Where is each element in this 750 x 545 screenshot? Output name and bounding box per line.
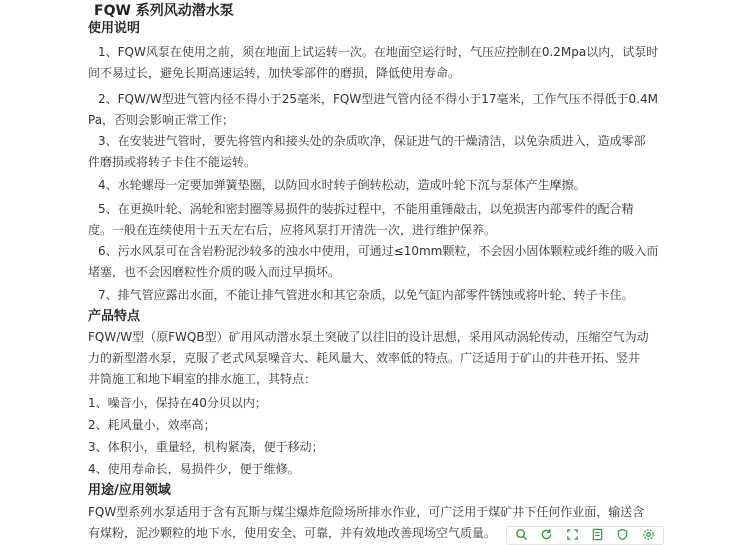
features-intro-line-2: 力的新型潜水泵，克服了老式风泵噪音大、耗风量大、效率低的特点。广泛适用于矿山的井巷开拓、竖井 [88,351,641,365]
document-icon [591,526,604,545]
shield-button[interactable] [616,529,630,543]
features-intro-line-3: 井筒施工和地下峒室的排水施工，其特点： [88,372,317,386]
usage-item-5 [88,199,668,241]
settings-icon [642,526,655,545]
expand-button[interactable] [565,529,579,543]
usage-item-6-line-1: 6、污水风泵可在含岩粉泥沙较多的浊水中使用，可通过≤10mm颗粒，不会因小固体颗粒或纤维的吸入而 [98,244,659,258]
refresh-button[interactable] [540,529,554,543]
usage-item-1-line-1: 1、FQW风泵在使用之前，须在地面上试运转一次。在地面空运行时，气压应控制在0.2Mpa以内，试泵时 [98,45,659,59]
application-line-1: FQW型系列水泵适用于含有瓦斯与煤尘爆炸危险场所排水作业，可广泛用于煤矿井下任何作业面，输送含 [88,505,645,519]
floating-toolbar [506,526,664,545]
page-title: FQW 系列风动潜水泵 [94,3,234,19]
settings-button[interactable] [641,529,655,543]
feature-item-3: 3、体积小，重量轻，机构紧凑，便于移动； [88,440,324,454]
shield-icon [616,526,629,545]
features-intro [88,327,668,390]
usage-item-7-line-1: 7、排气管应露出水面，不能让排气管进水和其它杂质，以免气缸内部零件锈蚀或将叶轮、转子卡住。 [98,288,634,302]
usage-item-1 [88,42,668,84]
usage-item-3-line-2: 件磨损或将转子卡住不能运转。 [88,155,257,169]
search-icon [515,526,528,545]
usage-item-2-line-2: Pa，否则会影响正常工作； [88,113,235,127]
usage-item-4 [88,175,668,196]
usage-item-6-line-2: 堵塞，也不会因磨粒性介质的吸入而过早损坏。 [88,265,341,279]
features-intro-line-1: FQW/W型（原FWQB型）矿用风动潜水泵土突破了以往旧的设计思想，采用风动涡轮传动，压缩空气为动 [88,330,649,344]
usage-item-2-line-1: 2、FQW/W型进气管内径不得小于25毫米，FQW型进气管内径不得小于17毫米，工作气压不得低于0.4M [98,92,658,106]
document-button[interactable] [591,529,605,543]
usage-item-2 [88,89,668,131]
features-heading: 产品特点 [88,309,141,324]
application-heading: 用途/应用领域 [88,483,171,498]
feature-item-1: 1、噪音小，保持在40分贝以内； [88,396,267,410]
usage-item-5-line-2: 度。一般在连续使用十五天左右后，应将风泵打开清洗一次，进行维护保养。 [88,223,497,237]
usage-item-6 [88,241,668,283]
usage-item-4-line-1: 4、水轮螺母一定要加弹簧垫圈，以防回水时转子倒转松动，造成叶轮下沉与泵体产生摩擦。 [98,178,586,192]
expand-icon [566,526,579,545]
usage-item-3-line-1: 3、在安装进气管时，要先将管内和接头处的杂质吹净，保证进气的干燥清洁，以免杂质进入，造成零部 [98,134,646,148]
usage-item-7 [88,285,668,306]
feature-item-4: 4、使用寿命长，易损件少，便于维修。 [88,462,300,476]
search-button[interactable] [515,529,529,543]
usage-item-5-line-1: 5、在更换叶轮、涡轮和密封圈等易损件的装拆过程中，不能用重锤敲击，以免损害内部零件的配合精 [98,202,634,216]
application-line-2: 有煤粉，泥沙颗粒的地下水，使用安全、可靠，并有效地改善现场空气质量。 [88,526,497,540]
refresh-icon [540,526,553,545]
feature-item-2: 2、耗风量小，效率高； [88,418,216,432]
usage-item-1-line-2: 间不易过长，避免长期高速运转，加快零部件的磨损，降低使用寿命。 [88,66,461,80]
usage-item-3 [88,131,668,173]
usage-heading: 使用说明 [88,21,141,36]
